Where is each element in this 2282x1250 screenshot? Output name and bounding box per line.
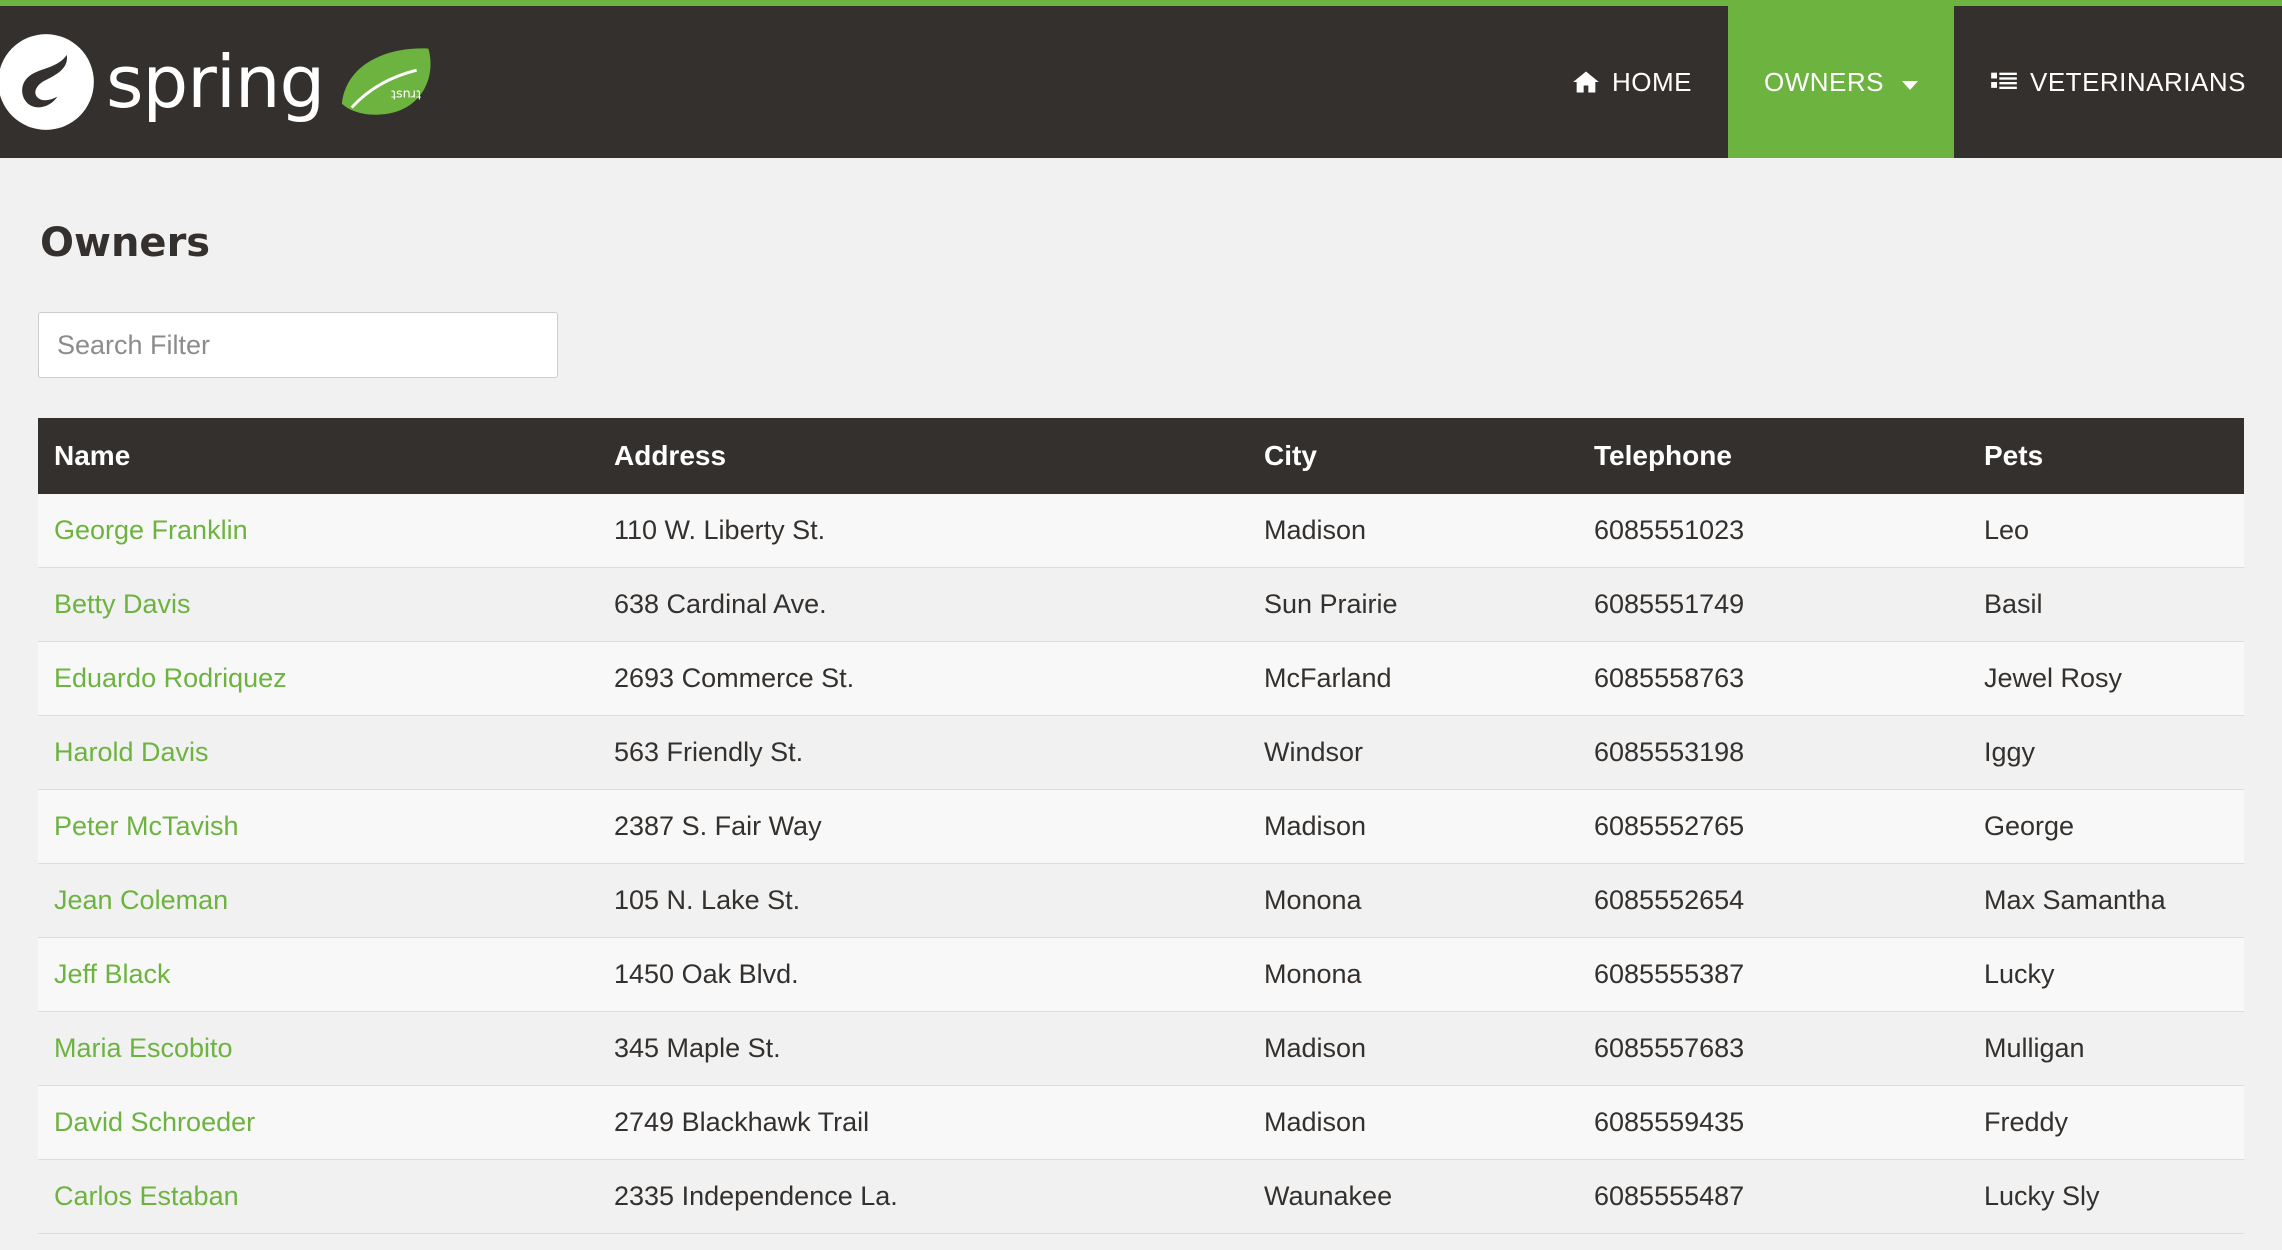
- owners-table-body: [38, 494, 2244, 1234]
- column-header-city: City: [1248, 418, 1578, 494]
- nav-item-owners-label: OWNERS: [1764, 66, 1884, 97]
- table-row: [38, 494, 2244, 568]
- cell-pets: Lucky Sly: [1968, 1160, 2244, 1234]
- cell-name: [38, 790, 598, 864]
- cell-address: 105 N. Lake St.: [598, 864, 1248, 938]
- home-icon: [1572, 68, 1600, 96]
- cell-name: [38, 494, 598, 568]
- cell-city: Monona: [1248, 864, 1578, 938]
- cell-pets: Basil: [1968, 568, 2244, 642]
- table-row: [38, 938, 2244, 1012]
- cell-pets: Jewel Rosy: [1968, 642, 2244, 716]
- nav-item-owners[interactable]: [1728, 6, 1954, 158]
- cell-telephone: 6085551023: [1578, 494, 1968, 568]
- table-row: [38, 568, 2244, 642]
- column-header-pets: Pets: [1968, 418, 2244, 494]
- cell-address: 563 Friendly St.: [598, 716, 1248, 790]
- cell-address: 2749 Blackhawk Trail: [598, 1086, 1248, 1160]
- cell-name: [38, 1086, 598, 1160]
- cell-telephone: 6085552654: [1578, 864, 1968, 938]
- cell-pets: Mulligan: [1968, 1012, 2244, 1086]
- cell-name: [38, 938, 598, 1012]
- cell-pets: Max Samantha: [1968, 864, 2244, 938]
- cell-telephone: 6085558763: [1578, 642, 1968, 716]
- search-input[interactable]: [38, 312, 558, 378]
- nav-items: [1536, 6, 2282, 158]
- cell-pets: Freddy: [1968, 1086, 2244, 1160]
- cell-telephone: 6085555487: [1578, 1160, 1968, 1234]
- table-row: [38, 1160, 2244, 1234]
- list-icon: [1990, 68, 2018, 96]
- cell-address: 2335 Independence La.: [598, 1160, 1248, 1234]
- owner-link[interactable]: Carlos Estaban: [54, 1181, 239, 1211]
- cell-address: 345 Maple St.: [598, 1012, 1248, 1086]
- cell-address: 1450 Oak Blvd.: [598, 938, 1248, 1012]
- cell-telephone: 6085552765: [1578, 790, 1968, 864]
- owner-link[interactable]: Peter McTavish: [54, 811, 239, 841]
- cell-telephone: 6085557683: [1578, 1012, 1968, 1086]
- nav-item-home-label: HOME: [1612, 66, 1692, 97]
- page-title: Owners: [40, 220, 211, 266]
- brand-name: spring: [106, 40, 325, 124]
- spring-leaf-logo-icon: [0, 30, 98, 134]
- cell-city: Madison: [1248, 1012, 1578, 1086]
- cell-city: Sun Prairie: [1248, 568, 1578, 642]
- brand[interactable]: [0, 6, 452, 158]
- cell-pets: George: [1968, 790, 2244, 864]
- nav-item-veterinarians[interactable]: [1954, 6, 2282, 158]
- cell-telephone: 6085553198: [1578, 716, 1968, 790]
- cell-name: [38, 1012, 598, 1086]
- cell-city: Waunakee: [1248, 1160, 1578, 1234]
- cell-address: 110 W. Liberty St.: [598, 494, 1248, 568]
- column-header-telephone: Telephone: [1578, 418, 1968, 494]
- column-header-address: Address: [598, 418, 1248, 494]
- owner-link[interactable]: Harold Davis: [54, 737, 209, 767]
- owner-link[interactable]: David Schroeder: [54, 1107, 256, 1137]
- table-row: [38, 790, 2244, 864]
- cell-name: [38, 1160, 598, 1234]
- table-row: [38, 716, 2244, 790]
- owner-link[interactable]: George Franklin: [54, 515, 248, 545]
- cell-name: [38, 716, 598, 790]
- page-content: [0, 158, 2282, 1250]
- column-header-name: Name: [38, 418, 598, 494]
- cell-address: 2387 S. Fair Way: [598, 790, 1248, 864]
- table-row: [38, 1012, 2244, 1086]
- chevron-down-icon: [1902, 81, 1918, 90]
- cell-telephone: 6085559435: [1578, 1086, 1968, 1160]
- cell-telephone: 6085555387: [1578, 938, 1968, 1012]
- cell-pets: Lucky: [1968, 938, 2244, 1012]
- cell-city: McFarland: [1248, 642, 1578, 716]
- owner-link[interactable]: Maria Escobito: [54, 1033, 233, 1063]
- main-navbar: [0, 6, 2282, 158]
- pivotal-leaf-icon: [334, 42, 452, 122]
- cell-pets: Leo: [1968, 494, 2244, 568]
- svg-text:ʇsnɹʇ: ʇsnɹʇ: [391, 86, 422, 102]
- cell-pets: Iggy: [1968, 716, 2244, 790]
- table-header-row: [38, 418, 2244, 494]
- owner-link[interactable]: Jeff Black: [54, 959, 171, 989]
- nav-item-home[interactable]: [1536, 6, 1728, 158]
- cell-address: 638 Cardinal Ave.: [598, 568, 1248, 642]
- cell-name: [38, 864, 598, 938]
- cell-city: Windsor: [1248, 716, 1578, 790]
- cell-city: Madison: [1248, 1086, 1578, 1160]
- cell-address: 2693 Commerce St.: [598, 642, 1248, 716]
- table-row: [38, 1086, 2244, 1160]
- cell-telephone: 6085551749: [1578, 568, 1968, 642]
- cell-city: Madison: [1248, 494, 1578, 568]
- table-row: [38, 642, 2244, 716]
- owner-link[interactable]: Eduardo Rodriquez: [54, 663, 287, 693]
- nav-item-veterinarians-label: VETERINARIANS: [2030, 66, 2246, 97]
- cell-city: Monona: [1248, 938, 1578, 1012]
- owner-link[interactable]: Jean Coleman: [54, 885, 229, 915]
- owners-table: [38, 418, 2244, 1234]
- table-row: [38, 864, 2244, 938]
- owner-link[interactable]: Betty Davis: [54, 589, 191, 619]
- cell-city: Madison: [1248, 790, 1578, 864]
- cell-name: [38, 568, 598, 642]
- cell-name: [38, 642, 598, 716]
- brand-logo[interactable]: [0, 6, 452, 158]
